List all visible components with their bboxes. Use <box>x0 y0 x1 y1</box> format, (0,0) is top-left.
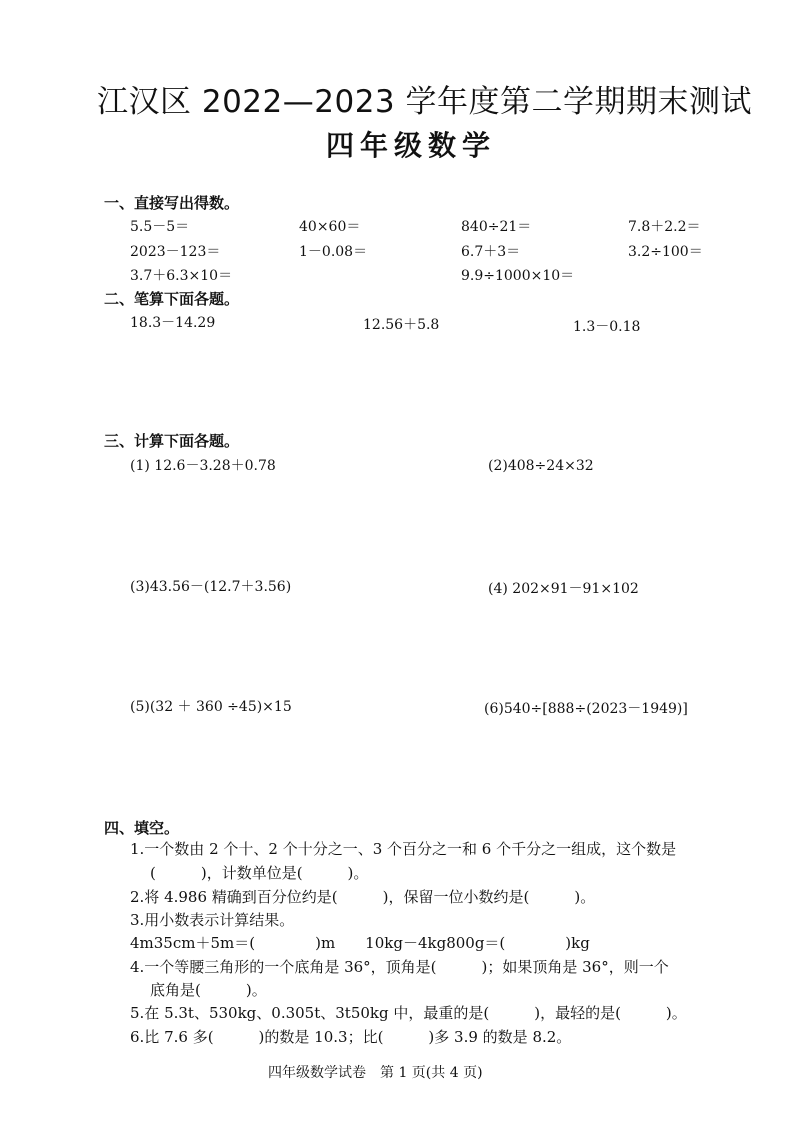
page-footer: 四年级数学试卷 第 1 页(共 4 页) <box>268 1065 483 1081</box>
exam-subtitle: 四年级数学 <box>326 129 497 162</box>
problem: (1) 12.6－3.28＋0.78 <box>130 458 276 474</box>
fill-question-line: 6.比 7.6 多( )的数是 10.3；比( )多 3.9 的数是 8.2。 <box>130 1028 572 1046</box>
problem: 40×60＝ <box>299 219 361 235</box>
problem: 1.3－0.18 <box>573 319 641 335</box>
problem: 3.2÷100＝ <box>628 244 703 260</box>
problem: 9.9÷1000×10＝ <box>461 268 575 284</box>
exam-title: 江汉区 2022—2023 学年度第二学期期末测试 <box>97 84 752 120</box>
fill-question-line: 4.一个等腰三角形的一个底角是 36°，顶角是( )；如果顶角是 36°，则一个 <box>130 958 669 976</box>
problem: (6)540÷[888÷(2023－1949)] <box>484 701 688 717</box>
problem: 1－0.08＝ <box>299 244 368 260</box>
fill-question-line: 1.一个数由 2 个十、2 个十分之一、3 个百分之一和 6 个千分之一组成，这个数是 <box>130 840 677 858</box>
section2-heading: 二、笔算下面各题。 <box>104 290 240 308</box>
problem: 6.7＋3＝ <box>461 244 521 260</box>
problem: 3.7＋6.3×10＝ <box>130 268 233 284</box>
problem: 840÷21＝ <box>461 219 532 235</box>
problem: (3)43.56－(12.7＋3.56) <box>130 579 292 595</box>
fill-question-line: 底角是( )。 <box>150 981 267 999</box>
problem: (2)408÷24×32 <box>488 458 594 474</box>
problem: (4) 202×91－91×102 <box>488 581 639 597</box>
fill-question-line: 2.将 4.986 精确到百分位约是( )，保留一位小数约是( )。 <box>130 888 596 906</box>
fill-question-line: 4m35cm＋5m＝( )m 10kg－4kg800g＝( )kg <box>130 934 590 952</box>
fill-question-line: 3.用小数表示计算结果。 <box>130 911 295 929</box>
section3-heading: 三、计算下面各题。 <box>104 432 240 450</box>
problem: (5)(32 ＋ 360 ÷45)×15 <box>130 699 292 715</box>
problem: 12.56＋5.8 <box>363 317 440 333</box>
fill-question-line: ( )，计数单位是( )。 <box>150 864 369 882</box>
section1-heading: 一、直接写出得数。 <box>104 194 240 212</box>
problem: 7.8＋2.2＝ <box>628 219 701 235</box>
problem: 2023－123＝ <box>130 244 221 260</box>
problem: 5.5－5＝ <box>130 219 190 235</box>
problem: 18.3－14.29 <box>130 315 216 331</box>
fill-question-line: 5.在 5.3t、530kg、0.305t、3t50kg 中，最重的是( )，最轻的是( )。 <box>130 1004 687 1022</box>
section4-heading: 四、填空。 <box>104 819 180 837</box>
